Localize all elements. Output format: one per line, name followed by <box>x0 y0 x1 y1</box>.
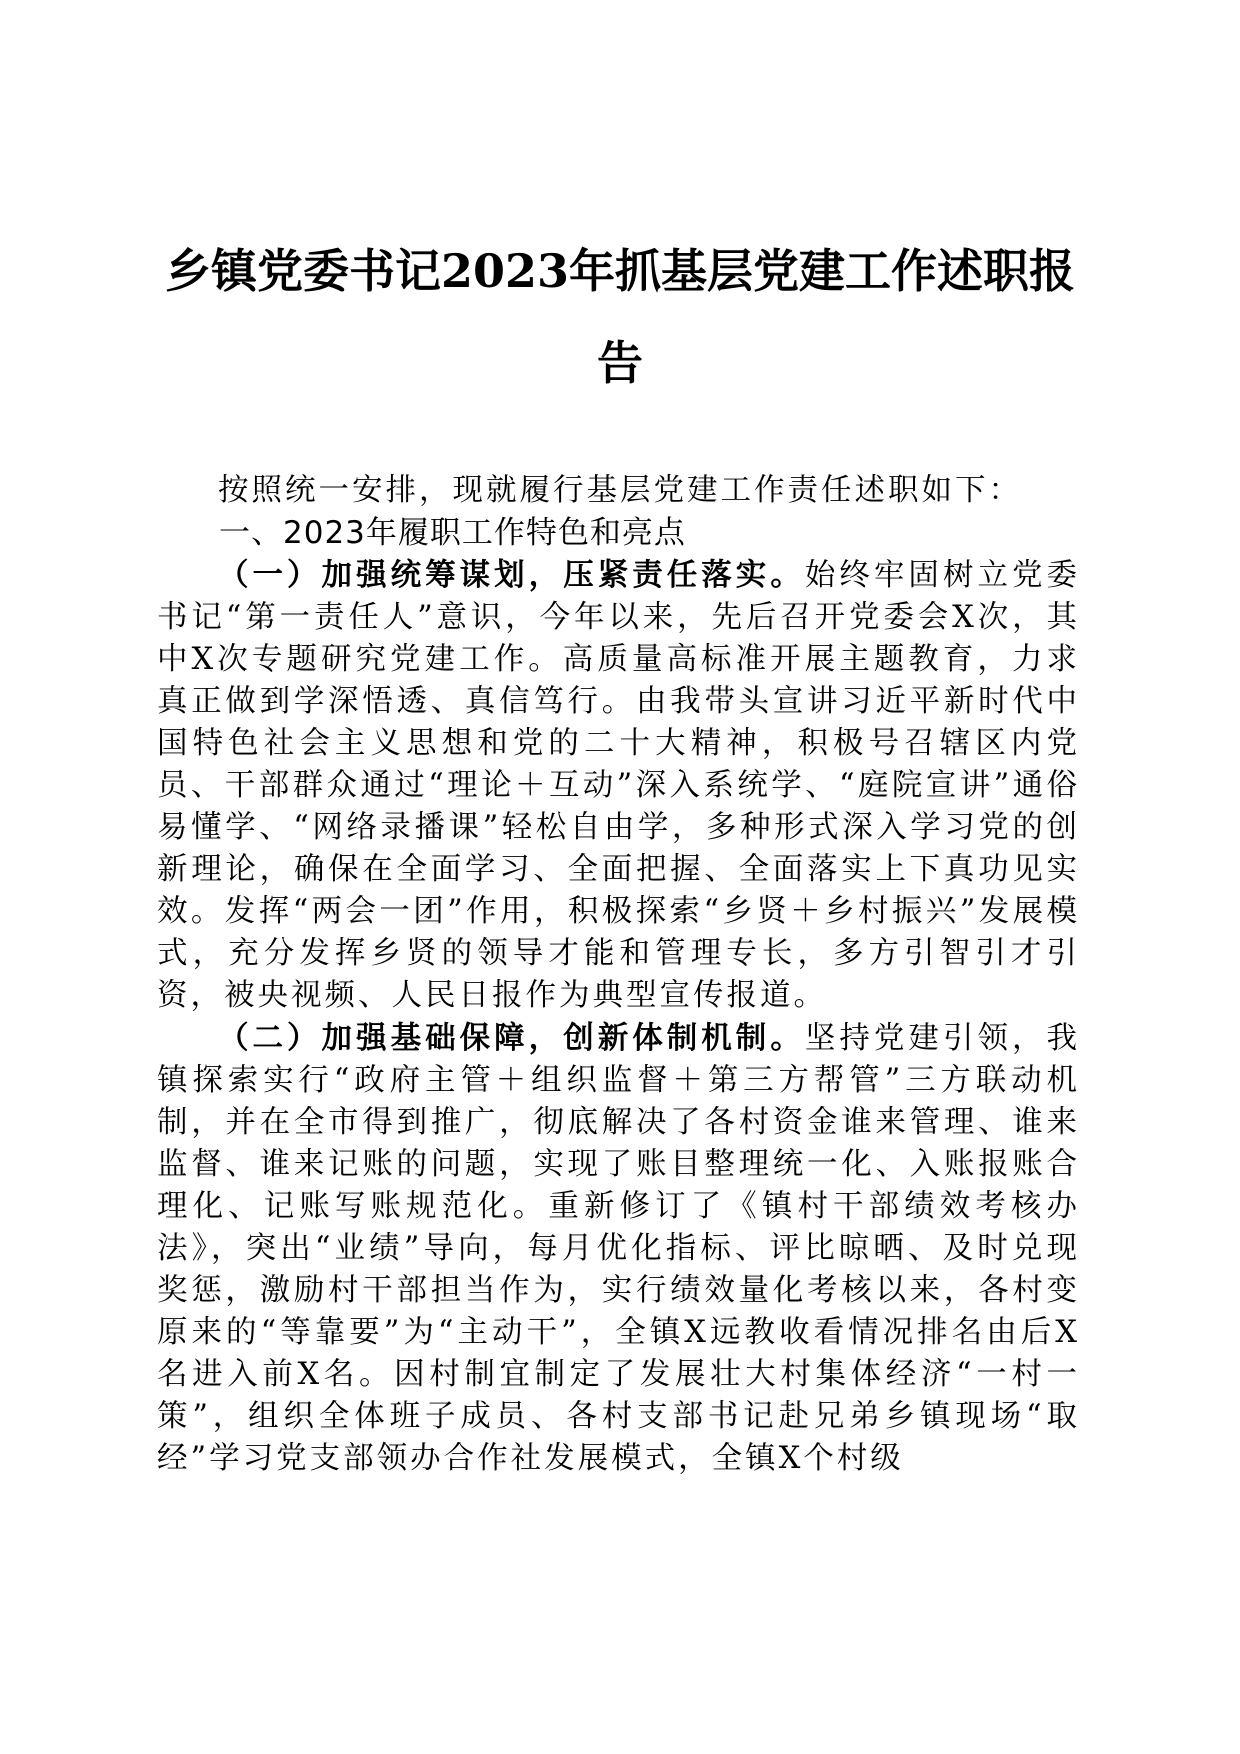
paragraph-1-lead: （一）加强统筹谋划，压紧责任落实。 <box>218 557 805 593</box>
paragraph-1 <box>157 554 1080 1017</box>
paragraph-2-lead: （二）加强基础保障，创新体制机制。 <box>218 1020 805 1056</box>
document-title: 乡镇党委书记2023年抓基层党建工作述职报告 <box>164 244 1076 390</box>
paragraph-2-text: 坚持党建引领，我镇探索实行“政府主管＋组织监督＋第三方帮管”三方联动机制，并在全市得到推广，彻底解决了各村资金谁来管理、谁来监督、谁来记账的问题，实现了账目整理统一化、入账报账合理化、记账写账规范化。重新修订了《镇村干部绩效考核办法》，突出“业绩”导向，每月优化指标、评比晾晒、及时兑现奖惩，激励村干部担当作为，实行绩效量化考核以来，各村变原来的“等靠要”为“主动干”，全镇X远教收看情况排名由后X名进入前X名。因村制宜制定了发展壮大村集体经济“一村一策”，组织全体班子成员、各村支部书记赴兄弟乡镇现场“取经”学习党支部领办合作社发展模式，全镇X个村级 <box>157 1021 1081 1476</box>
section-heading: 一、2023年履职工作特色和亮点 <box>219 515 686 551</box>
paragraph-2 <box>157 1017 1080 1480</box>
document-body <box>157 470 1080 1480</box>
paragraph-1-text: 始终牢固树立党委书记“第一责任人”意识，今年以来，先后召开党委会X次，其中X次专题研究党建工作。高质量高标准开展主题教育，力求真正做到学深悟透、真信笃行。由我带头宣讲习近平新时代中国特色社会主义思想和党的二十大精神，积极号召辖区内党员、干部群众通过“理论＋互动”深入系统学、“庭院宣讲”通俗易懂学、“网络录播课”轻松自由学，多种形式深入学习党的创新理论，确保在全面学习、全面把握、全面落实上下真功见实效。发挥“两会一团”作用，积极探索“乡贤＋乡村振兴”发展模式，充分发挥乡贤的领导才能和管理专长，多方引智引才引资，被央视频、人民日报作为典型宣传报道。 <box>157 558 1081 1013</box>
intro-paragraph: 按照统一安排，现就履行基层党建工作责任述职如下： <box>218 473 1022 508</box>
